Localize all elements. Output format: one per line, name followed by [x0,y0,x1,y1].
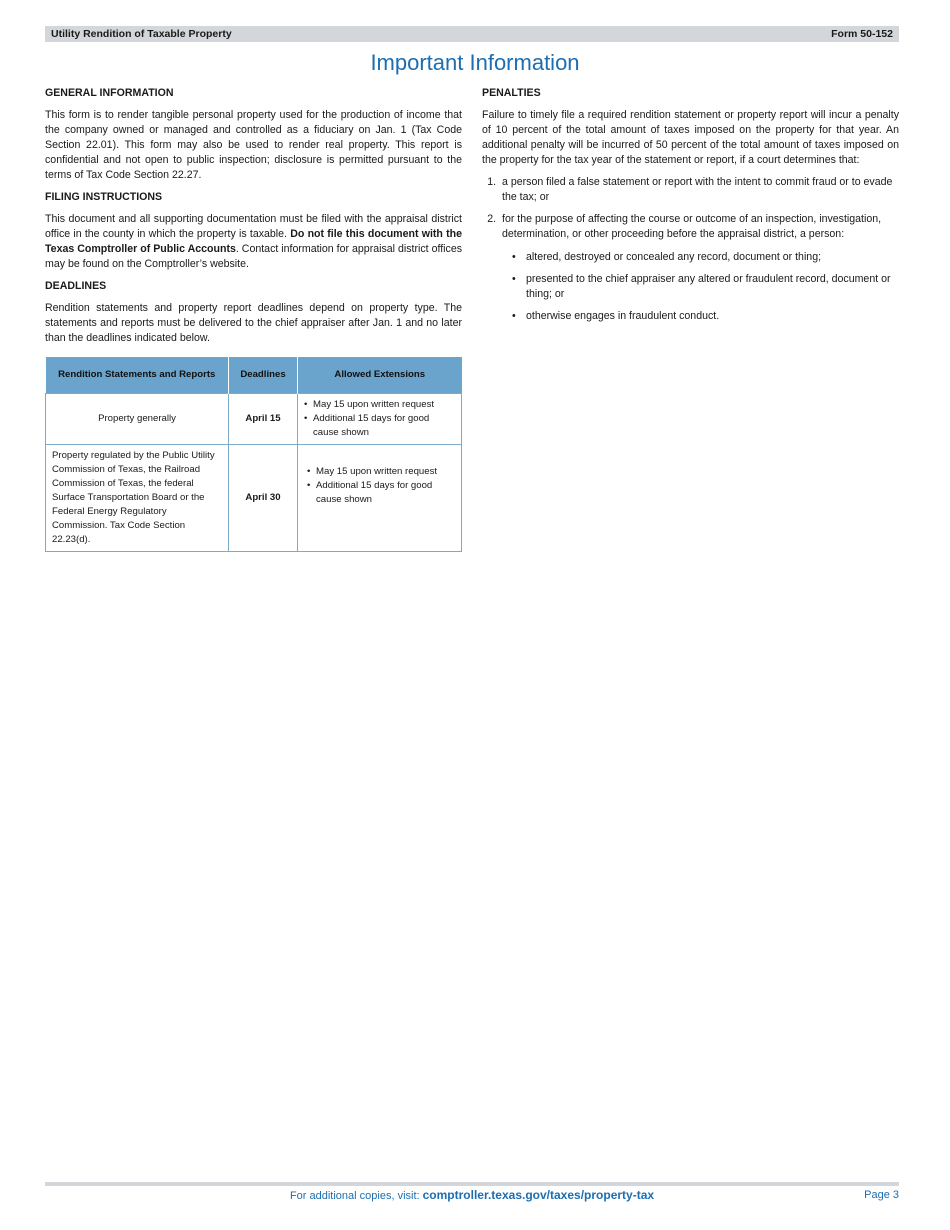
extensions [298,444,462,551]
penalty-item [499,212,899,324]
penalty-subitems [512,250,899,324]
property-type: Property generally [46,393,229,444]
form-number: Form 50-152 [831,28,893,40]
extension-item: • Additional 15 days for good cause shown [304,412,455,440]
column-header: Rendition Statements and Reports [46,357,229,393]
extensions [298,393,462,444]
penalty-item-text: for the purpose of affecting the course or outcome of an inspection, investigation, determination, or other proceeding before the appraisal district, a person: [502,213,882,240]
deadlines-text: Rendition statements and property report deadlines depend on property type. The statements and reports must be delivered to the chief appraiser after Jan. 1 and no later than the deadlines indicated below. [45,302,462,344]
page-header [45,26,899,42]
filing-text-1: This document and all supporting documentation must be filed with the appraisal district office in the county in which the property is taxable. [45,213,462,240]
penalty-subitem: • altered, destroyed or concealed any record, document or thing; [512,250,899,265]
penalty-item: 1. a person filed a false statement or report with the intent to commit fraud or to evade the tax; or [499,175,899,205]
extension-item: • Additional 15 days for good cause shown [307,479,441,507]
footer-divider [45,1182,899,1186]
right-column [482,86,899,331]
penalty-subitem: • presented to the chief appraiser any altered or fraudulent record, document or thing; or [512,272,899,302]
table-row [46,393,462,444]
penalties-list [499,175,899,324]
page-title: Important Information [370,50,580,75]
page-footer [45,1188,899,1206]
footer-link[interactable]: comptroller.texas.gov/taxes/property-tax [422,1188,655,1202]
filing-text-2: . Contact information for appraisal district offices may be found on the Comptroller’s website. [45,243,463,270]
column-header: Allowed Extensions [298,357,462,393]
penalty-subitem: • otherwise engages in fraudulent conduct. [512,309,899,324]
deadlines-table [45,357,462,552]
extension-item: • May 15 upon written request [304,398,455,412]
property-type: Property regulated by the Public Utility Commission of Texas, the Railroad Commission of Texas, the federal Surface Transportation Board or the Federal Energy Regulatory Commission. Tax Code Section 22.23(d). [46,444,229,551]
deadline: April 30 [229,444,298,551]
deadlines-heading: DEADLINES [45,280,107,292]
footer-prefix: For additional copies, visit: [289,1190,423,1202]
page-number: Page 3 [864,1189,899,1201]
table-row [46,444,462,551]
table-header-row [46,357,462,393]
deadline: April 15 [229,393,298,444]
general-heading: GENERAL INFORMATION [45,87,174,99]
filing-heading: FILING INSTRUCTIONS [45,191,163,203]
filing-warning: Do not file this document with the Texas Comptroller of Public Accounts [45,228,462,255]
extension-item: • May 15 upon written request [307,465,441,479]
general-text: This form is to render tangible personal property used for the production of income that the company owned or managed and controlled as a fiduciary on Jan. 1 (Tax Code Section 22.01). This form may also be used to render real property. This report is confidential and not open to public inspection; disclosure is permitted pursuant to the terms of Tax Code Section 22.27. [45,109,462,181]
penalties-text: Failure to timely file a required rendition statement or property report will incur a penalty of 10 percent of the total amount of taxes imposed on the property for that year. An additional penalty will be incurred of 50 percent of the total amount of taxes imposed on the property for the tax year of the statement or report, if a court determines that: [482,109,899,166]
form-name: Utility Rendition of Taxable Property [51,28,232,40]
left-column [45,86,462,552]
filing-text [45,212,462,272]
column-header: Deadlines [229,357,298,393]
penalties-heading: PENALTIES [482,87,541,99]
